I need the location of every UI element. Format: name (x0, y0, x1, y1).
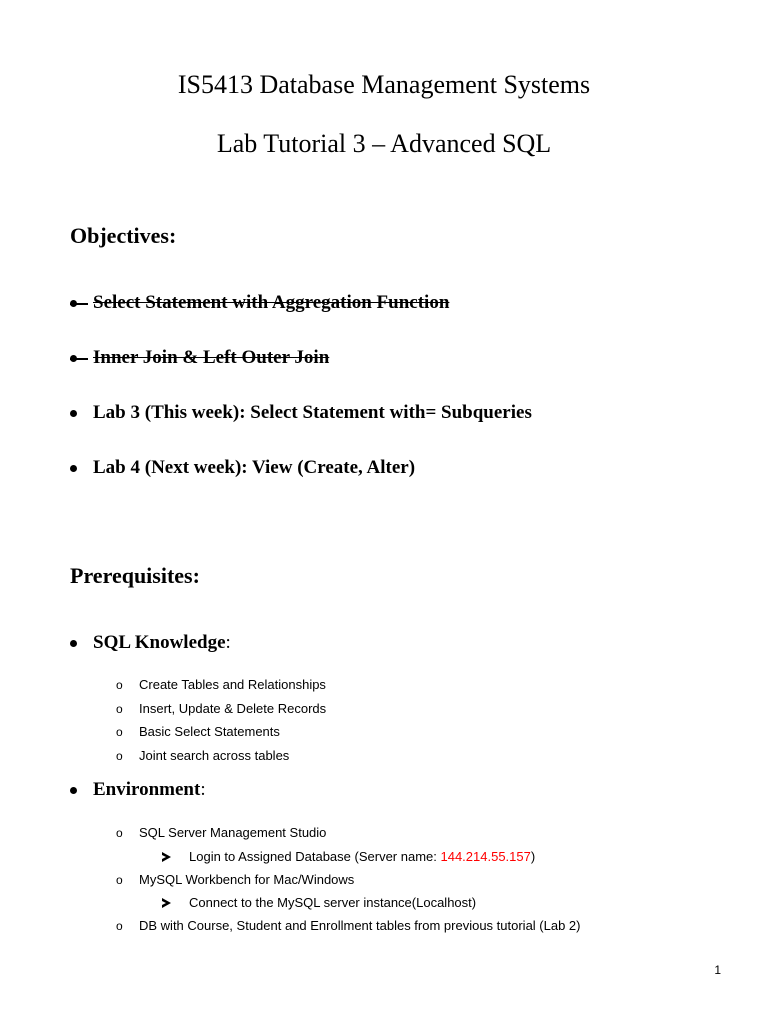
circle-bullet-icon: o (116, 873, 123, 887)
ssms-login-text: Login to Assigned Database (Server name: (189, 849, 441, 864)
objective-label: Select Statement with Aggregation Function (93, 292, 450, 313)
ssms-login-close: ) (530, 849, 536, 864)
circle-bullet-icon: o (116, 678, 123, 692)
page-number: 1 (714, 963, 721, 977)
bullet-icon (70, 787, 77, 794)
circle-bullet-icon: o (116, 749, 123, 763)
bullet-icon (70, 640, 77, 647)
document-page: IS5413 Database Management Systems Lab Tutorial 3 – Advanced SQL Objectives: Select Statement with Aggregation Function Inner Join & Left Outer Join Lab 3 (This week): Select Statement with= Subqueries Lab 4 (Next week): View (Create, Alter) Prerequisites: SQL Knowledge: o Create Tables and Relationships o Insert, Update & Delete Records o Basic Select Statements o Joint search across tables Environment: o SQL Server Management Studio Login to Assigned Database (Server name: 144.214.55.157) o MySQL Workbench for Mac/Windows Connect to the MySQL server instance(Localhost) o DB with Course, Student and Enrollment tables from previous tutorial (Lab 2) 1 (0, 0, 768, 1024)
server-ip: 144.214.55.157 (440, 849, 531, 864)
document-title: IS5413 Database Management Systems (177, 70, 591, 99)
sql-knowledge-colon: : (225, 632, 231, 653)
environment-label: Environment (93, 779, 201, 800)
objective-label: Lab 4 (Next week): View (Create, Alter) (93, 457, 416, 478)
strike-dash (70, 358, 88, 360)
sql-knowledge-label: SQL Knowledge (93, 632, 226, 653)
circle-bullet-icon: o (116, 826, 123, 840)
circle-bullet-icon: o (116, 919, 123, 933)
arrow-bullet-icon (162, 898, 171, 908)
environment-colon: : (200, 779, 206, 800)
circle-bullet-icon: o (116, 702, 123, 716)
objective-label: Lab 3 (This week): Select Statement with= Subqueries (93, 402, 532, 423)
document-subtitle: Lab Tutorial 3 – Advanced SQL (216, 129, 552, 158)
bullet-icon (70, 410, 77, 417)
prerequisites-heading: Prerequisites: (70, 563, 200, 588)
bullet-icon (70, 465, 77, 472)
circle-bullet-icon: o (116, 725, 123, 739)
strike-dash (70, 303, 88, 305)
arrow-bullet-icon (162, 852, 171, 862)
objective-label: Inner Join & Left Outer Join (93, 347, 330, 368)
objectives-heading: Objectives: (70, 223, 177, 248)
